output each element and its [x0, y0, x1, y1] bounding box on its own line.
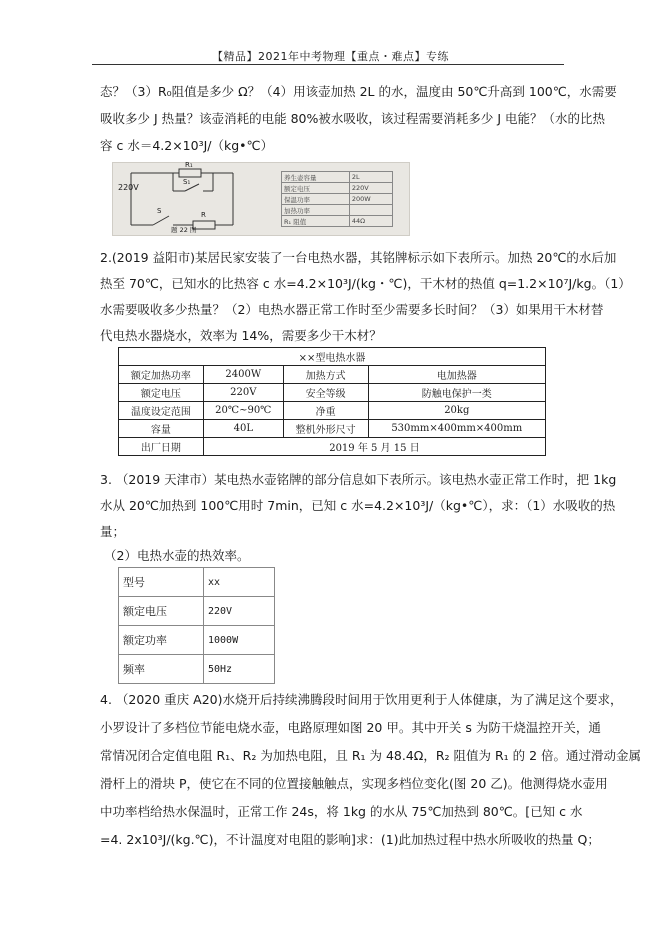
text-line: 代电热水器烧水，效率为 14%，需要多少干木材？: [100, 328, 382, 343]
text-line: 容 c 水＝4.2×10³J/（kg•℃）: [100, 138, 274, 153]
spec-cell: 保温功率: [282, 194, 350, 205]
table-cell: 40L: [203, 420, 283, 438]
table-cell: 型号: [119, 568, 204, 597]
table-cell: 额定电压: [119, 384, 204, 402]
table-cell: 1000W: [204, 626, 275, 655]
table-row: [119, 626, 275, 655]
spec-cell: 220V: [349, 183, 392, 194]
circuit-figure: [112, 162, 410, 236]
table-row: [119, 402, 546, 420]
table-cell: 530mm×400mm×400mm: [368, 420, 545, 438]
table-cell: 50Hz: [204, 655, 275, 684]
table-title: ××型电热水器: [119, 348, 546, 366]
table-cell: 220V: [203, 384, 283, 402]
spec-cell: 2L: [349, 172, 392, 183]
table-cell: 净重: [283, 402, 368, 420]
spec-table: [281, 171, 393, 227]
table-cell: 220V: [204, 597, 275, 626]
table-cell: 额定功率: [119, 626, 204, 655]
table-cell: 出厂日期: [119, 438, 204, 456]
table-row: [119, 384, 546, 402]
spec-cell: [349, 205, 392, 216]
table-cell: 整机外形尺寸: [283, 420, 368, 438]
table-cell: 温度设定范围: [119, 402, 204, 420]
spec-cell: 44Ω: [349, 216, 392, 227]
table-row: [119, 420, 546, 438]
text-line: 2.(2019 益阳市)某居民家安装了一台电热水器，其铭牌标示如下表所示。加热 20℃的水后加: [100, 250, 617, 265]
text-line: 3. （2019 天津市）某电热水壶铭牌的部分信息如下表所示。该电热水壶正常工作时，把 1kg: [100, 472, 617, 487]
text-line: 热至 70℃，已知水的比热容 c 水=4.2×10³J/(kg・℃)，干木材的热值 q=1.2×10⁷J/kg。（1）: [100, 276, 631, 291]
figure-caption: 题 22 图: [171, 226, 197, 234]
text-line: 4. （2020 重庆 A20)水烧开后持续沸腾段时间用于饮用更利于人体健康，为了满足这个要求，: [100, 692, 623, 707]
table-cell: 频率: [119, 655, 204, 684]
voltage-label: 220V: [118, 183, 139, 192]
table-cell: 额定电压: [119, 597, 204, 626]
spec-cell: 养生壶容量: [282, 172, 350, 183]
kettle-table: [118, 567, 275, 684]
table-row: [119, 366, 546, 384]
text-line: 量；: [100, 524, 126, 539]
r1-label: R₁: [185, 161, 193, 169]
table-cell: 20℃~90℃: [203, 402, 283, 420]
header-rule: [92, 64, 564, 65]
table-row: [119, 597, 275, 626]
text-line: 态？（3）R₀阻值是多少 Ω？（4）用该壶加热 2L 的水，温度由 50℃升高到 100℃，水需要: [100, 84, 617, 99]
table-cell: 安全等级: [283, 384, 368, 402]
table-cell: xx: [204, 568, 275, 597]
table-cell: 2400W: [203, 366, 283, 384]
text-line: 小罗设计了多档位节能电烧水壶，电路原理如图 20 甲。其中开关 s 为防干烧温控开关，通: [100, 720, 601, 735]
table-row: [119, 438, 546, 456]
text-line: 滑杆上的滑块 P，使它在不同的位置接触触点，实现多档位变化(图 20 乙)。他测得烧水壶用: [100, 776, 608, 791]
water-heater-table: [118, 347, 546, 456]
r-label: R: [201, 211, 206, 219]
text-line: 水需要吸收多少热量？（2）电热水器正常工作时至少需要多长时间？（3）如果用干木材替: [100, 302, 604, 317]
spec-cell: 加热功率: [282, 205, 350, 216]
table-row: [119, 568, 275, 597]
table-cell: 容量: [119, 420, 204, 438]
page-header: 【精品】2021年中考物理【重点・难点】专练: [212, 50, 449, 63]
text-line: 吸收多少 J 热量？该壶消耗的电能 80%被水吸收，该过程需要消耗多少 J 电能？（水的比热: [100, 111, 606, 126]
table-cell: 防触电保护一类: [368, 384, 545, 402]
spec-cell: 额定电压: [282, 183, 350, 194]
table-cell: 电加热器: [368, 366, 545, 384]
table-cell: 2019 年 5 月 15 日: [203, 438, 545, 456]
text-line: =4. 2x10³J/(kg.℃)，不计温度对电阻的影响]求：(1)此加热过程中热水所吸收的热量 Q；: [100, 832, 600, 847]
table-cell: 额定加热功率: [119, 366, 204, 384]
table-row: [119, 655, 275, 684]
spec-cell: R₁ 阻值: [282, 216, 350, 227]
s1-label: S₁: [183, 178, 191, 186]
s-label: S: [157, 207, 162, 215]
text-line: 常情况闭合定值电阻 R₁、R₂ 为加热电阻，且 R₁ 为 48.4Ω，R₂ 阻值为 R₁ 的 2 倍。通过滑动金属: [100, 748, 642, 763]
table-cell: 20kg: [368, 402, 545, 420]
text-line: 中功率档给热水保温时，正常工作 24s，将 1kg 的水从 75℃加热到 80℃。[已知 c 水: [100, 804, 583, 819]
table-cell: 加热方式: [283, 366, 368, 384]
spec-cell: 200W: [349, 194, 392, 205]
text-line: （2）电热水壶的热效率。: [104, 548, 250, 563]
text-line: 水从 20℃加热到 100℃用时 7min，已知 c 水=4.2×10³J/（kg•℃），求：（1）水吸收的热: [100, 498, 616, 513]
